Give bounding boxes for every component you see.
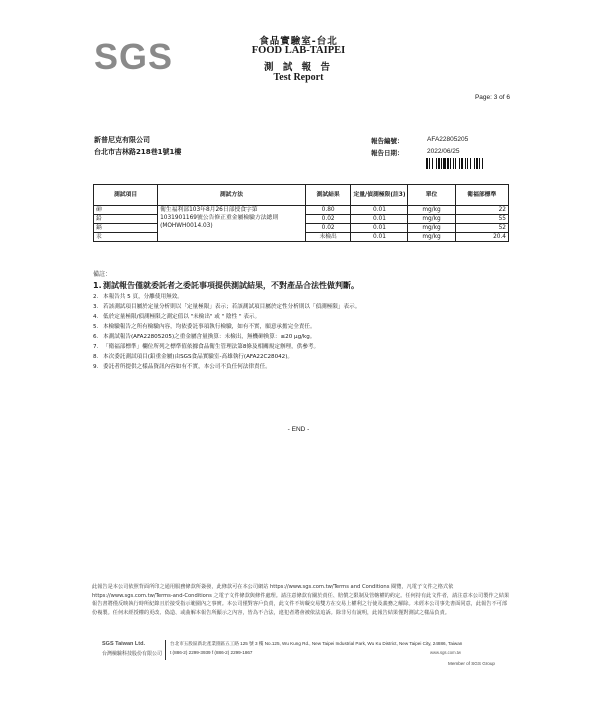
lab-name-zh: 食品實驗室-台北	[259, 36, 338, 47]
header-standard: 衛福部標準	[455, 185, 508, 206]
header-test-item: 測試項目	[94, 185, 158, 206]
note-item	[93, 292, 513, 302]
row-limit: 0.01	[351, 224, 408, 233]
method-line: (MOHWH0014.03)	[160, 223, 213, 229]
end-marker: - END -	[287, 426, 310, 433]
client-name: 新普尼克有限公司	[94, 136, 150, 144]
note-text: 本次委託測試項目(鉛重金屬)由SGS食品實驗室-高雄執行(AFA22C28042)。	[103, 354, 294, 360]
row-result: 0.02	[305, 224, 351, 233]
note-item	[93, 332, 513, 342]
note-number: 8.	[93, 354, 99, 360]
lab-name-en: FOOD LAB-TAIPEI	[251, 45, 346, 56]
report-date-value: 2022/06/25	[427, 148, 460, 155]
row-limit: 0.01	[351, 233, 408, 242]
row-item: 鎘	[94, 224, 158, 233]
page-number: Page: 3 of 6	[474, 94, 510, 101]
note-text: 測試報告僅就委託者之委託事項提供測試結果，不對產品合法性做判斷。	[103, 281, 359, 290]
footer-phones: t (886-2) 2299-3939 f (886-2) 2299-1867	[170, 650, 253, 655]
notes-section	[93, 270, 513, 372]
row-limit: 0.01	[351, 206, 408, 215]
row-unit: mg/kg	[408, 233, 455, 242]
note-number: 4.	[93, 314, 99, 320]
note-number: 1.	[93, 281, 102, 290]
row-unit: mg/kg	[408, 224, 455, 233]
method-line: 衛生福利部103年8月26日部授食字第	[160, 207, 258, 213]
note-item	[93, 302, 513, 312]
row-unit: mg/kg	[408, 215, 455, 224]
method-line: 1031901169號公告修正重金屬檢驗方法總則	[160, 215, 279, 221]
header-unit: 單位	[408, 185, 455, 206]
row-standard: 55	[455, 215, 508, 224]
row-standard: 52	[455, 224, 508, 233]
note-text: 本檢驗報告之所有檢驗內容，均依委託事項執行檢驗，如有不實，願意承擔完全責任。	[103, 324, 316, 330]
header-result: 測試結果	[305, 185, 351, 206]
row-item: 砷	[94, 206, 158, 215]
report-title-en: Test Report	[273, 72, 324, 83]
report-number-value: AFA22805205	[427, 136, 469, 143]
footer-disclaimer: 此報告是本公司依照背面所印之通用服務條款所簽發，此條款可在本公司網站 https://www.sgs.com.tw/Terms and Conditions 閱覽，凡電子文件之格式依 https://www.sgs.com.tw/Terms-and-Conditions 之電子文件條款與條件處理。請注意條款有關於責任、賠償之限制及管轄權的約定。任何持有此文件者，請注意本公司製作之結果報告書將僅反映執行時所紀錄且於接受指示範圍內之事實。本公司僅對客戶負責，此文件不妨礙交易雙方在交易上權利之行使及義務之解除。未經本公司事先書面同意，此報告不可部份複製。任何未經授權的更改、偽造、或曲解本報告所顯示之內容，皆為不合法，違犯者將會被依法追訴。除非另有說明，此報告結果僅對測試之樣品負責。	[92, 584, 510, 616]
note-number: 6.	[93, 334, 99, 340]
row-result: 0.80	[305, 206, 351, 215]
results-table	[93, 184, 509, 242]
note-item	[93, 322, 513, 332]
note-number: 3.	[93, 304, 99, 310]
footer-company-zh: 台灣檢驗科技股份有限公司	[102, 651, 163, 657]
client-address: 台北市吉林路218巷1號1樓	[94, 148, 182, 156]
report-title-zh: 測 試 報 告	[264, 62, 333, 73]
footer-divider	[165, 640, 166, 660]
row-item: 汞	[94, 233, 158, 242]
note-text: 本報告共 5 頁，分離使用無效。	[103, 294, 183, 300]
note-item	[93, 312, 513, 322]
footer-member: Member of SGS Group	[448, 661, 495, 666]
note-item	[93, 342, 513, 352]
note-number: 5.	[93, 324, 99, 330]
note-item	[93, 352, 513, 362]
note-number: 2.	[93, 294, 99, 300]
row-standard: 20.4	[455, 233, 508, 242]
row-unit: mg/kg	[408, 206, 455, 215]
sgs-logo-text: SGS	[94, 36, 174, 77]
note-item	[93, 362, 513, 372]
header-limit: 定量/偵測極限(註3)	[351, 185, 408, 206]
row-limit: 0.01	[351, 215, 408, 224]
row-result: 0.02	[305, 215, 351, 224]
test-method-cell	[158, 206, 306, 242]
note-item	[93, 280, 513, 292]
row-item: 鉛	[94, 215, 158, 224]
row-result: 未檢出	[305, 233, 351, 242]
barcode	[426, 158, 510, 169]
footer-company-en: SGS Taiwan Ltd.	[102, 641, 145, 647]
note-number: 9.	[93, 364, 99, 370]
note-number: 7.	[93, 344, 99, 350]
note-text: 低於定量極限/偵測極限之測定值以 "未檢出" 或 " 陰性 " 表示。	[103, 314, 261, 320]
notes-title: 備註：	[93, 271, 112, 278]
note-text: 「衛福部標準」欄位所列之標準值依據食品衛生管理法第8條及相關規定辦理，供參考。	[103, 344, 320, 350]
report-number-label: 報告編號：	[371, 137, 404, 145]
row-standard: 22	[455, 206, 508, 215]
note-text: 若該測試項目屬於定量分析則以「定量極限」表示；若該測試項目屬於定性分析則以「偵測極限」表示。	[103, 304, 361, 310]
report-date-label: 報告日期：	[371, 149, 404, 157]
table-header-row	[94, 185, 509, 206]
header-test-method: 測試方法	[158, 185, 306, 206]
note-text: 本測試報告(AFA22805205)之重金屬含量換算：未檢出，無機砷換算：≤20 μg/kg。	[103, 334, 316, 340]
note-text: 委託者所提供之樣品資訊內容如有不實，本公司不負任何法律責任。	[103, 364, 271, 370]
footer-website: www.sgs.com.tw	[430, 650, 461, 655]
footer-address: 台北市五股區新北產業園區五工路 125 號 3 樓 No.125, Wu Kung Rd., New Taipei Industrial Park, Wu Ku District, New Taipei City, 24886, Taiwan	[170, 641, 463, 646]
notes-list	[93, 280, 513, 372]
table-row	[94, 206, 509, 215]
